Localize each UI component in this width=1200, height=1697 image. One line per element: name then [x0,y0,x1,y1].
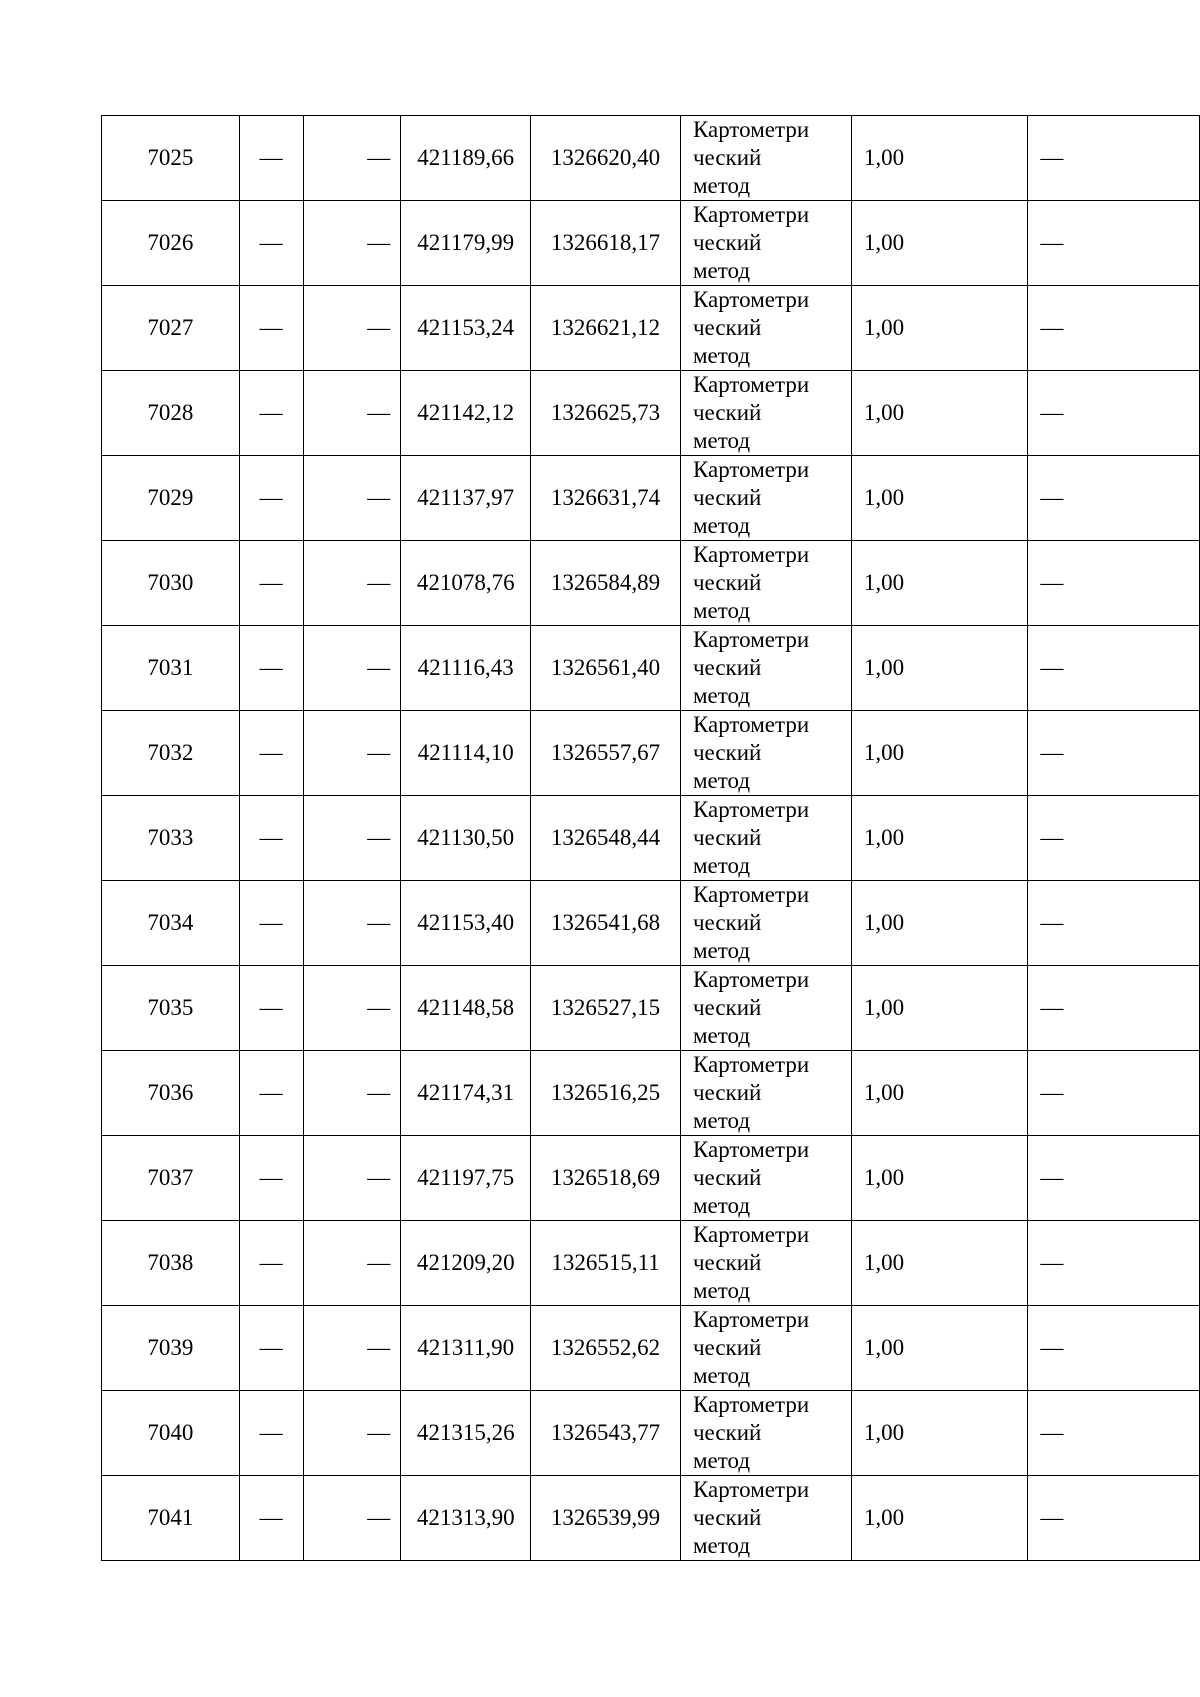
accuracy-cell: 1,00 [851,711,1028,796]
last-dash-cell: — [1028,1051,1200,1136]
method-line-2: ческий [692,230,762,255]
method-line-1: Картометри [692,1137,810,1162]
last-dash-cell: — [1028,881,1200,966]
last-dash-cell: — [1028,1476,1200,1561]
method-line-3: метод [692,768,751,793]
method-text [693,541,833,625]
method-line-2: ческий [692,315,762,340]
accuracy-cell: 1,00 [851,201,1028,286]
accuracy-cell: 1,00 [851,966,1028,1051]
x-coordinate-cell: 421142,12 [401,371,531,456]
method-line-3: метод [692,1193,751,1218]
last-dash-cell: — [1028,626,1200,711]
dash-cell-1: — [239,1136,303,1221]
y-coordinate-cell: 1326561,40 [531,626,681,711]
method-line-1: Картометри [692,1052,810,1077]
method-text [693,1136,833,1220]
dash-cell-1: — [239,286,303,371]
method-text [693,966,833,1050]
dash-cell-1: — [239,966,303,1051]
dash-cell-1: — [239,626,303,711]
method-line-1: Картометри [692,627,810,652]
method-line-3: метод [692,173,751,198]
method-line-1: Картометри [692,1222,810,1247]
method-cell [680,201,851,286]
dash-cell-2: — [303,201,401,286]
point-number-cell: 7033 [102,796,240,881]
method-text [693,881,833,965]
accuracy-cell: 1,00 [851,1306,1028,1391]
point-number-cell: 7038 [102,1221,240,1306]
method-line-1: Картометри [692,1477,810,1502]
x-coordinate-cell: 421179,99 [401,201,531,286]
method-line-2: ческий [692,1420,762,1445]
method-line-1: Картометри [692,287,810,312]
last-dash-cell: — [1028,1391,1200,1476]
accuracy-cell: 1,00 [851,626,1028,711]
method-cell [680,116,851,201]
dash-cell-2: — [303,1306,401,1391]
method-line-3: метод [692,1533,751,1558]
x-coordinate-cell: 421174,31 [401,1051,531,1136]
method-cell [680,456,851,541]
table-row [102,371,1200,456]
x-coordinate-cell: 421197,75 [401,1136,531,1221]
dash-cell-2: — [303,1391,401,1476]
accuracy-cell: 1,00 [851,541,1028,626]
method-cell [680,1051,851,1136]
method-line-2: ческий [692,825,762,850]
last-dash-cell: — [1028,286,1200,371]
dash-cell-2: — [303,711,401,796]
y-coordinate-cell: 1326539,99 [531,1476,681,1561]
method-line-1: Картометри [692,1307,810,1332]
accuracy-cell: 1,00 [851,286,1028,371]
table-row [102,541,1200,626]
method-line-3: метод [692,598,751,623]
method-text [693,796,833,880]
point-number-cell: 7028 [102,371,240,456]
point-number-cell: 7031 [102,626,240,711]
method-text [693,1306,833,1390]
x-coordinate-cell: 421078,76 [401,541,531,626]
method-cell [680,371,851,456]
method-line-2: ческий [692,485,762,510]
point-number-cell: 7027 [102,286,240,371]
method-text [693,626,833,710]
x-coordinate-cell: 421148,58 [401,966,531,1051]
method-cell [680,1391,851,1476]
x-coordinate-cell: 421315,26 [401,1391,531,1476]
y-coordinate-cell: 1326557,67 [531,711,681,796]
x-coordinate-cell: 421114,10 [401,711,531,796]
y-coordinate-cell: 1326625,73 [531,371,681,456]
method-line-2: ческий [692,1505,762,1530]
method-line-1: Картометри [692,372,810,397]
dash-cell-1: — [239,881,303,966]
dash-cell-2: — [303,966,401,1051]
method-line-3: метод [692,343,751,368]
table-row [102,711,1200,796]
method-line-2: ческий [692,145,762,170]
table-row [102,1051,1200,1136]
method-cell [680,1221,851,1306]
dash-cell-1: — [239,796,303,881]
dash-cell-2: — [303,1051,401,1136]
method-line-2: ческий [692,910,762,935]
dash-cell-2: — [303,541,401,626]
accuracy-cell: 1,00 [851,371,1028,456]
dash-cell-2: — [303,286,401,371]
method-line-3: метод [692,1108,751,1133]
table-row [102,456,1200,541]
dash-cell-1: — [239,1221,303,1306]
method-cell [680,796,851,881]
point-number-cell: 7029 [102,456,240,541]
point-number-cell: 7040 [102,1391,240,1476]
method-text [693,1476,833,1560]
accuracy-cell: 1,00 [851,1051,1028,1136]
x-coordinate-cell: 421130,50 [401,796,531,881]
point-number-cell: 7039 [102,1306,240,1391]
last-dash-cell: — [1028,966,1200,1051]
coordinates-table [101,115,1200,1561]
last-dash-cell: — [1028,1306,1200,1391]
method-cell [680,1306,851,1391]
accuracy-cell: 1,00 [851,1476,1028,1561]
point-number-cell: 7036 [102,1051,240,1136]
y-coordinate-cell: 1326584,89 [531,541,681,626]
method-line-1: Картометри [692,457,810,482]
dash-cell-2: — [303,1221,401,1306]
method-line-1: Картометри [692,202,810,227]
table-row [102,1476,1200,1561]
method-line-3: метод [692,428,751,453]
method-line-1: Картометри [692,797,810,822]
method-text [693,201,833,285]
method-line-2: ческий [692,1335,762,1360]
table-row [102,1136,1200,1221]
y-coordinate-cell: 1326548,44 [531,796,681,881]
method-line-2: ческий [692,1080,762,1105]
dash-cell-1: — [239,456,303,541]
method-text [693,1221,833,1305]
x-coordinate-cell: 421311,90 [401,1306,531,1391]
last-dash-cell: — [1028,1221,1200,1306]
method-text [693,1391,833,1475]
dash-cell-1: — [239,541,303,626]
dash-cell-1: — [239,116,303,201]
method-line-3: метод [692,683,751,708]
x-coordinate-cell: 421189,66 [401,116,531,201]
point-number-cell: 7037 [102,1136,240,1221]
method-line-2: ческий [692,655,762,680]
method-line-3: метод [692,1278,751,1303]
accuracy-cell: 1,00 [851,456,1028,541]
table-row [102,1221,1200,1306]
y-coordinate-cell: 1326518,69 [531,1136,681,1221]
last-dash-cell: — [1028,1136,1200,1221]
method-line-2: ческий [692,570,762,595]
method-line-3: метод [692,1363,751,1388]
point-number-cell: 7030 [102,541,240,626]
method-cell [680,966,851,1051]
y-coordinate-cell: 1326620,40 [531,116,681,201]
point-number-cell: 7026 [102,201,240,286]
accuracy-cell: 1,00 [851,1136,1028,1221]
accuracy-cell: 1,00 [851,1221,1028,1306]
method-line-1: Картометри [692,967,810,992]
method-line-3: метод [692,1023,751,1048]
table-row [102,626,1200,711]
x-coordinate-cell: 421137,97 [401,456,531,541]
dash-cell-1: — [239,1476,303,1561]
method-cell [680,1136,851,1221]
method-line-3: метод [692,258,751,283]
method-line-3: метод [692,853,751,878]
method-text [693,711,833,795]
y-coordinate-cell: 1326618,17 [531,201,681,286]
method-line-1: Картометри [692,117,810,142]
y-coordinate-cell: 1326541,68 [531,881,681,966]
method-cell [680,626,851,711]
table-body [102,116,1200,1561]
table-row [102,116,1200,201]
point-number-cell: 7025 [102,116,240,201]
table-row [102,201,1200,286]
dash-cell-1: — [239,371,303,456]
last-dash-cell: — [1028,541,1200,626]
method-line-3: метод [692,938,751,963]
x-coordinate-cell: 421153,40 [401,881,531,966]
dash-cell-1: — [239,201,303,286]
x-coordinate-cell: 421116,43 [401,626,531,711]
method-text [693,456,833,540]
y-coordinate-cell: 1326631,74 [531,456,681,541]
method-line-3: метод [692,1448,751,1473]
table-row [102,1391,1200,1476]
x-coordinate-cell: 421153,24 [401,286,531,371]
method-line-3: метод [692,513,751,538]
method-text [693,286,833,370]
point-number-cell: 7034 [102,881,240,966]
point-number-cell: 7032 [102,711,240,796]
dash-cell-2: — [303,1476,401,1561]
last-dash-cell: — [1028,796,1200,881]
dash-cell-1: — [239,711,303,796]
y-coordinate-cell: 1326516,25 [531,1051,681,1136]
point-number-cell: 7035 [102,966,240,1051]
last-dash-cell: — [1028,371,1200,456]
method-line-1: Картометри [692,882,810,907]
last-dash-cell: — [1028,456,1200,541]
dash-cell-1: — [239,1391,303,1476]
method-line-1: Картометри [692,542,810,567]
method-text [693,116,833,200]
table-row [102,966,1200,1051]
point-number-cell: 7041 [102,1476,240,1561]
dash-cell-1: — [239,1306,303,1391]
method-cell [680,1476,851,1561]
method-cell [680,541,851,626]
last-dash-cell: — [1028,711,1200,796]
y-coordinate-cell: 1326543,77 [531,1391,681,1476]
method-line-2: ческий [692,740,762,765]
dash-cell-1: — [239,1051,303,1136]
method-line-2: ческий [692,1165,762,1190]
y-coordinate-cell: 1326552,62 [531,1306,681,1391]
y-coordinate-cell: 1326621,12 [531,286,681,371]
accuracy-cell: 1,00 [851,796,1028,881]
y-coordinate-cell: 1326515,11 [531,1221,681,1306]
last-dash-cell: — [1028,116,1200,201]
dash-cell-2: — [303,1136,401,1221]
method-line-2: ческий [692,1250,762,1275]
method-text [693,1051,833,1135]
accuracy-cell: 1,00 [851,881,1028,966]
table-row [102,286,1200,371]
x-coordinate-cell: 421313,90 [401,1476,531,1561]
method-line-2: ческий [692,400,762,425]
dash-cell-2: — [303,881,401,966]
table-row [102,881,1200,966]
method-cell [680,711,851,796]
method-line-1: Картометри [692,712,810,737]
last-dash-cell: — [1028,201,1200,286]
y-coordinate-cell: 1326527,15 [531,966,681,1051]
dash-cell-2: — [303,371,401,456]
x-coordinate-cell: 421209,20 [401,1221,531,1306]
table-row [102,796,1200,881]
method-cell [680,881,851,966]
dash-cell-2: — [303,626,401,711]
dash-cell-2: — [303,456,401,541]
method-cell [680,286,851,371]
method-line-2: ческий [692,995,762,1020]
accuracy-cell: 1,00 [851,1391,1028,1476]
dash-cell-2: — [303,796,401,881]
method-text [693,371,833,455]
method-line-1: Картометри [692,1392,810,1417]
accuracy-cell: 1,00 [851,116,1028,201]
table-row [102,1306,1200,1391]
dash-cell-2: — [303,116,401,201]
